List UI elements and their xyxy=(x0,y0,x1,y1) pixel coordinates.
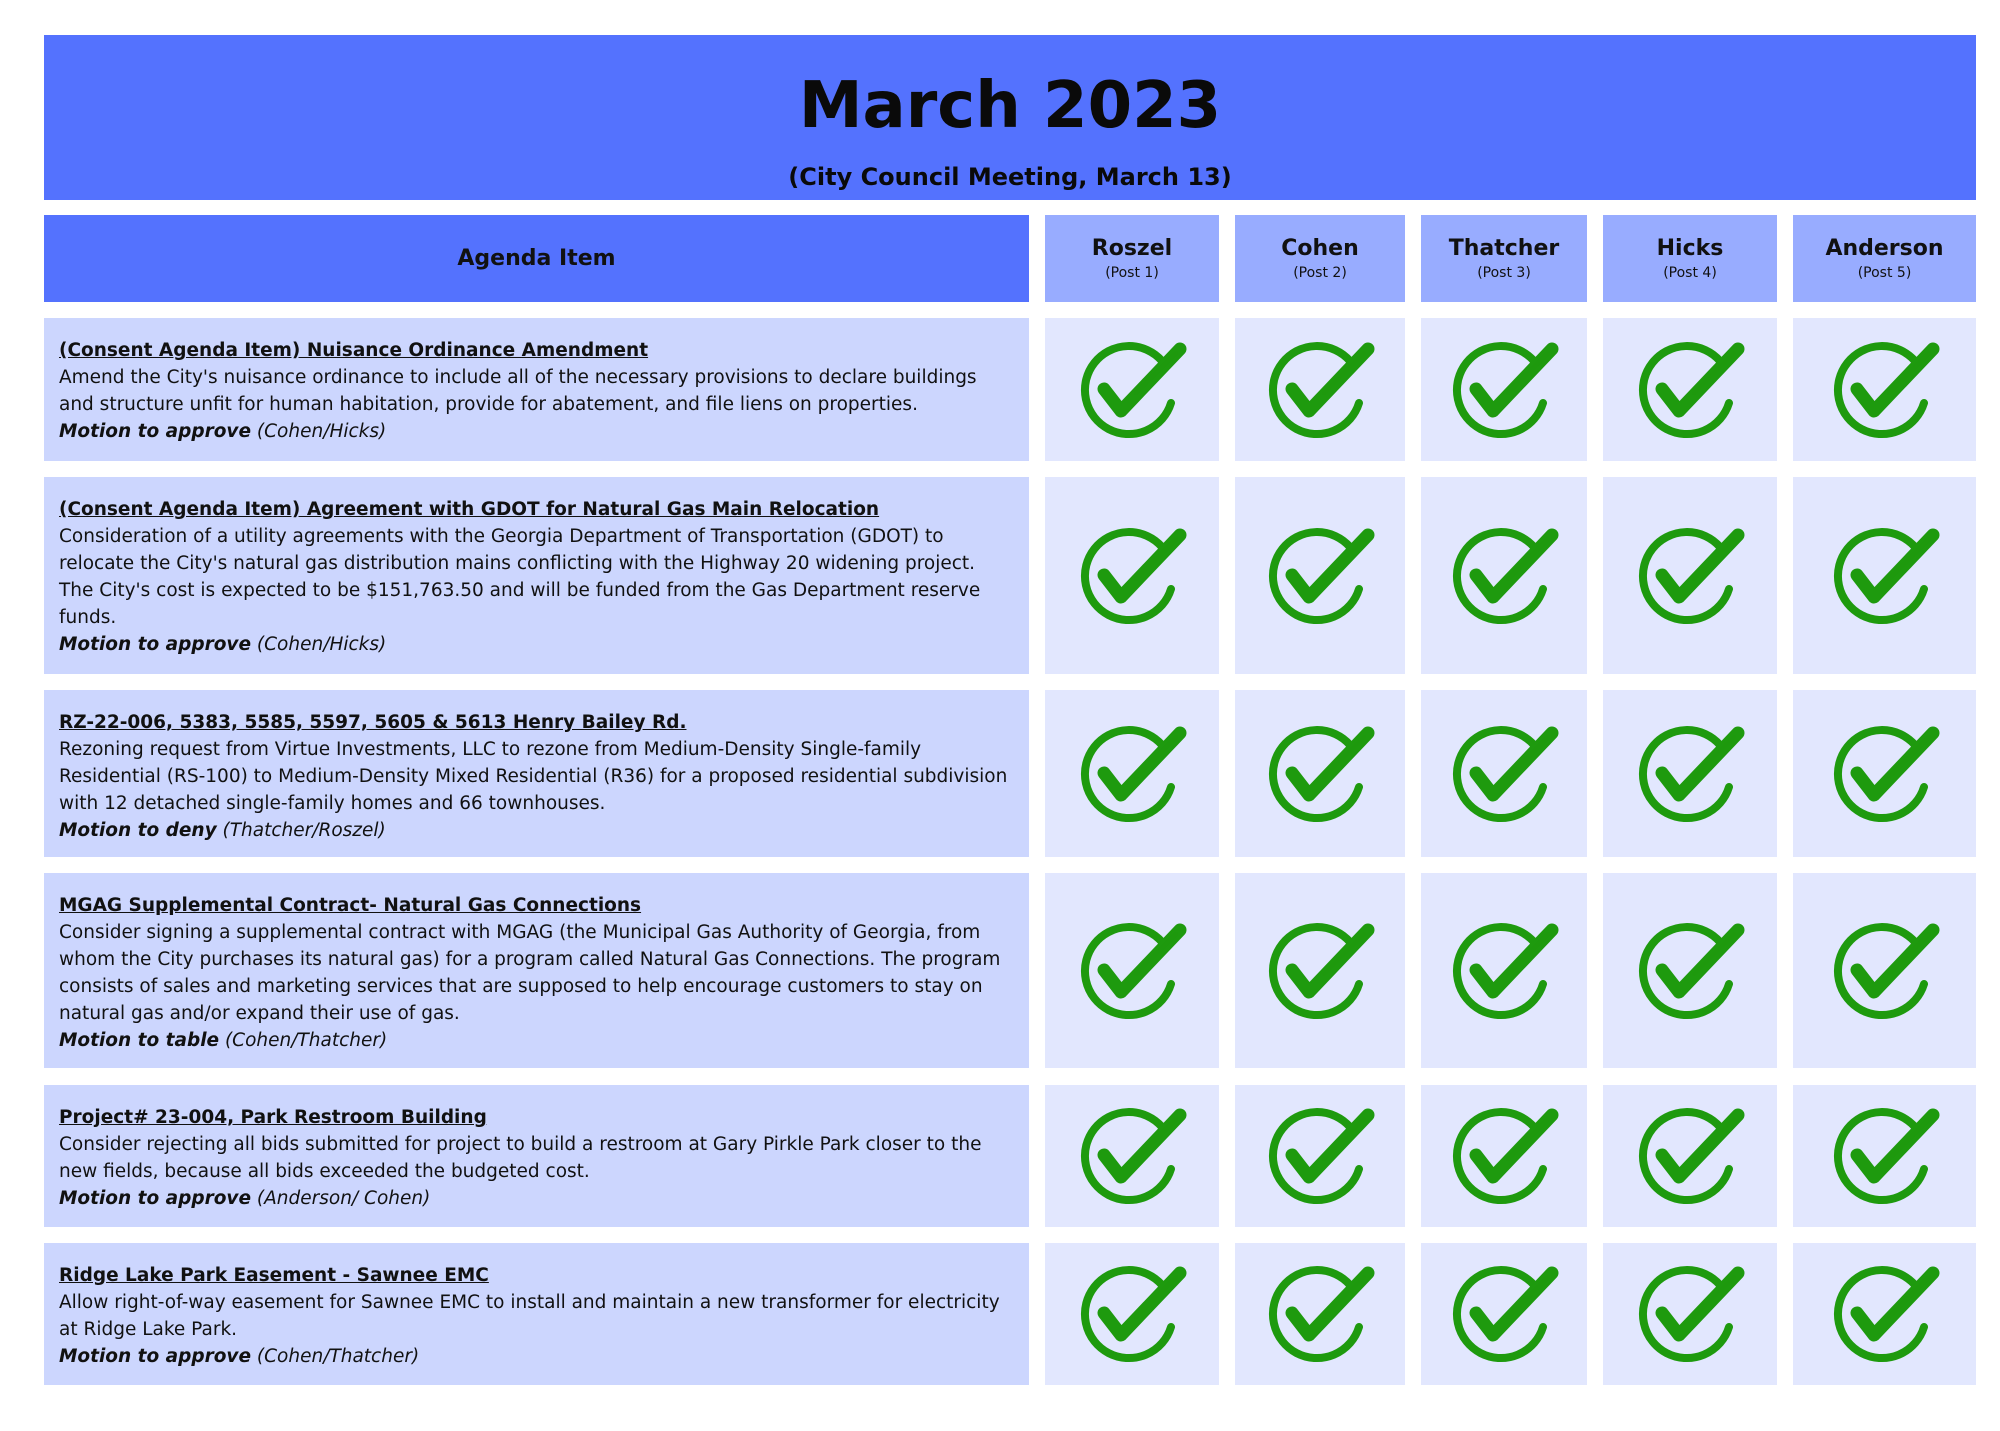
vote-cell-roszel xyxy=(1045,1243,1219,1385)
check-circle-icon xyxy=(1448,1105,1560,1207)
vote-cell-hicks xyxy=(1603,1085,1777,1227)
vote-cell-thatcher xyxy=(1421,1243,1587,1385)
check-circle-icon xyxy=(1076,525,1188,627)
agenda-item-description: Consider rejecting all bids submitted for project to build a restroom at Gary Pirkle Park closer to the new fields, because all bids exceeded the budgeted cost. xyxy=(59,1134,982,1182)
member-name: Thatcher xyxy=(1448,235,1560,261)
agenda-item-row xyxy=(44,690,1029,857)
vote-cell-hicks xyxy=(1603,318,1777,461)
motion-type: Motion to approve xyxy=(59,421,252,442)
motion-movers: (Cohen/Thatcher) xyxy=(224,1030,388,1051)
member-name: Cohen xyxy=(1281,235,1359,261)
vote-cell-roszel xyxy=(1045,477,1219,674)
check-circle-icon xyxy=(1634,1263,1746,1365)
check-circle-icon xyxy=(1076,1105,1188,1207)
check-circle-icon xyxy=(1448,723,1560,825)
motion-movers: (Cohen/Hicks) xyxy=(256,634,387,655)
vote-cell-roszel xyxy=(1045,873,1219,1068)
check-circle-icon xyxy=(1264,525,1376,627)
member-header-roszel xyxy=(1045,215,1219,302)
member-header-thatcher xyxy=(1421,215,1587,302)
vote-cell-anderson xyxy=(1793,477,1976,674)
check-circle-icon xyxy=(1634,920,1746,1022)
member-header-hicks xyxy=(1603,215,1777,302)
check-circle-icon xyxy=(1448,1263,1560,1365)
check-circle-icon xyxy=(1829,920,1941,1022)
agenda-item-row xyxy=(44,1243,1029,1385)
motion-movers: (Cohen/Thatcher) xyxy=(256,1346,420,1367)
agenda-item-title: (Consent Agenda Item) Agreement with GDOT for Natural Gas Main Relocation xyxy=(59,499,880,520)
member-post: (Post 4) xyxy=(1663,264,1717,281)
member-name: Roszel xyxy=(1091,235,1173,261)
check-circle-icon xyxy=(1264,920,1376,1022)
check-circle-icon xyxy=(1829,1105,1941,1207)
motion-type: Motion to table xyxy=(59,1030,220,1051)
check-circle-icon xyxy=(1076,339,1188,441)
vote-cell-hicks xyxy=(1603,1243,1777,1385)
agenda-item-header-label: Agenda Item xyxy=(457,246,616,271)
motion-type: Motion to approve xyxy=(59,1188,252,1209)
vote-cell-thatcher xyxy=(1421,690,1587,857)
agenda-item-description: Consideration of a utility agreements with the Georgia Department of Transportation (GDOT) to relocate the City's natural gas distribution mains conflicting with the Highway 20 widening project. The City's cost is expected to be $151,763.50 and will be funded from the Gas Department reserve funds. xyxy=(59,526,981,628)
agenda-item-motion xyxy=(59,1343,1014,1370)
check-circle-icon xyxy=(1264,339,1376,441)
agenda-item-description: Consider signing a supplemental contract with MGAG (the Municipal Gas Authority of Georgia, from whom the City purchases its natural gas) for a program called Natural Gas Connections. The program consists of sales and marketing services that are supposed to help encourage customers to stay on natural gas and/or expand their use of gas. xyxy=(59,922,1001,1024)
motion-movers: (Cohen/Hicks) xyxy=(256,421,387,442)
member-header-cohen xyxy=(1235,215,1405,302)
vote-cell-hicks xyxy=(1603,873,1777,1068)
vote-cell-roszel xyxy=(1045,318,1219,461)
check-circle-icon xyxy=(1076,723,1188,825)
check-circle-icon xyxy=(1829,525,1941,627)
vote-cell-anderson xyxy=(1793,873,1976,1068)
check-circle-icon xyxy=(1829,339,1941,441)
check-circle-icon xyxy=(1264,1263,1376,1365)
check-circle-icon xyxy=(1448,339,1560,441)
agenda-item-motion xyxy=(59,817,1014,844)
check-circle-icon xyxy=(1829,1263,1941,1365)
member-header-anderson xyxy=(1793,215,1976,302)
agenda-item-motion xyxy=(59,418,1014,445)
vote-cell-cohen xyxy=(1235,1085,1405,1227)
agenda-item-description: Rezoning request from Virtue Investments, LLC to rezone from Medium-Density Single-family Residential (RS-100) to Medium-Density Mixed Residential (R36) for a proposed residential subdivision with 12 detached single-family homes and 66 townhouses. xyxy=(59,739,1008,814)
agenda-item-row xyxy=(44,318,1029,461)
vote-cell-anderson xyxy=(1793,1243,1976,1385)
vote-cell-roszel xyxy=(1045,1085,1219,1227)
check-circle-icon xyxy=(1634,723,1746,825)
agenda-item-motion xyxy=(59,1185,1014,1212)
check-circle-icon xyxy=(1634,339,1746,441)
agenda-item-motion xyxy=(59,631,1014,658)
check-circle-icon xyxy=(1076,920,1188,1022)
motion-type: Motion to approve xyxy=(59,634,252,655)
vote-cell-thatcher xyxy=(1421,477,1587,674)
agenda-item-description: Allow right-of-way easement for Sawnee EMC to install and maintain a new transformer for electricity at Ridge Lake Park. xyxy=(59,1292,1000,1340)
vote-cell-roszel xyxy=(1045,690,1219,857)
agenda-item-row xyxy=(44,873,1029,1068)
member-post: (Post 2) xyxy=(1293,264,1347,281)
check-circle-icon xyxy=(1264,1105,1376,1207)
vote-cell-anderson xyxy=(1793,318,1976,461)
agenda-item-row xyxy=(44,1085,1029,1227)
agenda-item-row xyxy=(44,477,1029,674)
check-circle-icon xyxy=(1829,723,1941,825)
check-circle-icon xyxy=(1448,920,1560,1022)
agenda-item-title: Ridge Lake Park Easement - Sawnee EMC xyxy=(59,1265,489,1286)
check-circle-icon xyxy=(1448,525,1560,627)
motion-type: Motion to deny xyxy=(59,820,217,841)
agenda-item-title: RZ-22-006, 5383, 5585, 5597, 5605 & 5613 Henry Bailey Rd. xyxy=(59,712,687,733)
member-post: (Post 3) xyxy=(1477,264,1531,281)
vote-cell-cohen xyxy=(1235,1243,1405,1385)
check-circle-icon xyxy=(1634,525,1746,627)
agenda-item-title: MGAG Supplemental Contract- Natural Gas Connections xyxy=(59,895,642,916)
check-circle-icon xyxy=(1634,1105,1746,1207)
vote-cell-thatcher xyxy=(1421,1085,1587,1227)
page-subtitle: (City Council Meeting, March 13) xyxy=(788,163,1232,191)
vote-cell-hicks xyxy=(1603,690,1777,857)
agenda-item-title: Project# 23-004, Park Restroom Building xyxy=(59,1107,487,1128)
motion-type: Motion to approve xyxy=(59,1346,252,1367)
vote-cell-thatcher xyxy=(1421,873,1587,1068)
member-name: Anderson xyxy=(1825,235,1944,261)
vote-cell-cohen xyxy=(1235,477,1405,674)
vote-cell-cohen xyxy=(1235,318,1405,461)
page-header xyxy=(44,35,1976,200)
vote-cell-thatcher xyxy=(1421,318,1587,461)
motion-movers: (Anderson/ Cohen) xyxy=(256,1188,431,1209)
page-title: March 2023 xyxy=(798,69,1222,143)
check-circle-icon xyxy=(1076,1263,1188,1365)
agenda-item-description: Amend the City's nuisance ordinance to include all of the necessary provisions to declare buildings and structure unfit for human habitation, provide for abatement, and file liens on properties. xyxy=(59,367,977,415)
member-name: Hicks xyxy=(1656,235,1724,261)
vote-cell-cohen xyxy=(1235,690,1405,857)
check-circle-icon xyxy=(1264,723,1376,825)
motion-movers: (Thatcher/Roszel) xyxy=(222,820,386,841)
agenda-item-column-header xyxy=(44,215,1029,302)
member-post: (Post 5) xyxy=(1857,264,1912,281)
vote-cell-anderson xyxy=(1793,690,1976,857)
vote-cell-hicks xyxy=(1603,477,1777,674)
agenda-item-motion xyxy=(59,1027,1014,1054)
member-post: (Post 1) xyxy=(1105,264,1159,281)
vote-cell-cohen xyxy=(1235,873,1405,1068)
vote-cell-anderson xyxy=(1793,1085,1976,1227)
agenda-item-title: (Consent Agenda Item) Nuisance Ordinance Amendment xyxy=(59,340,649,361)
